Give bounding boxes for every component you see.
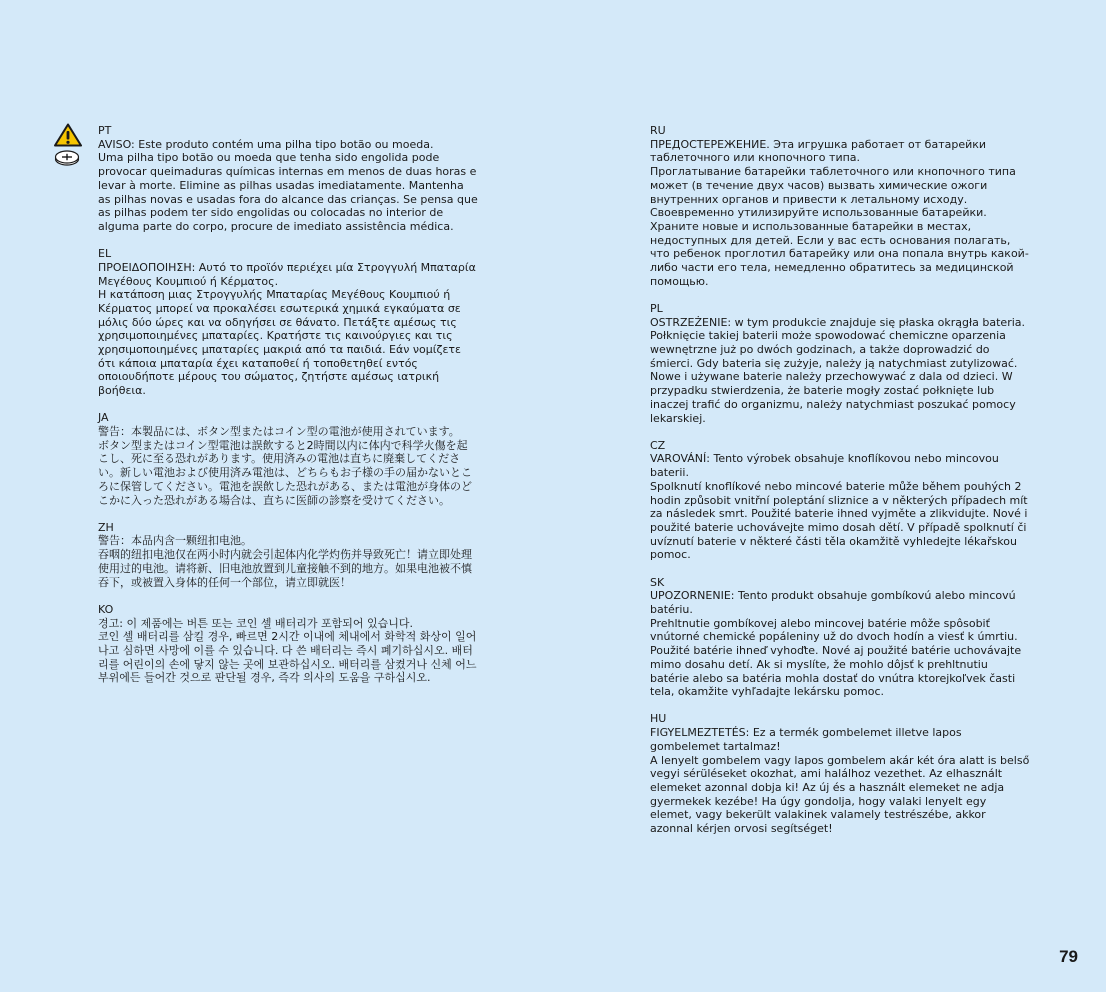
warning-headline: ПРЕДОСТЕРЕЖЕНИЕ. Эта игрушка работает от батарейки таблеточного или кнопочного типа. [650, 137, 987, 165]
language-code: JA [98, 411, 109, 425]
warning-section-cz [650, 439, 1030, 562]
warning-section-pl [650, 302, 1030, 425]
warning-body: Uma pilha tipo botão ou moeda que tenha sido engolida pode provocar queimaduras químicas internas em menos de duas horas e levar à morte. Elimine as pilhas usadas imediatamente. Mantenha as pilhas novas e usadas fora do alcance das crianças. Se pensa que as pilhas podem ter sido engolidas ou colocadas no interior de alguma parte do corpo, procure de imediato assistência médica. [98, 151, 478, 233]
coin-battery-icon [54, 150, 80, 166]
warning-triangle-icon [54, 123, 82, 147]
warning-body: A lenyelt gombelem vagy lapos gombelem akár két óra alatt is belső vegyi sérüléseket okozhat, ami halálhoz vezethet. Az elhasznált elemeket azonnal dobja ki! Az új és a használt elemeket ne adja gyermekek kezébe! Ha úgy gondolja, hogy valaki lenyelt egy elemet, vagy bekerült valakinek valamely testrészébe, akkor azonnal kérjen orvosi segítséget! [650, 753, 1030, 836]
warning-section-pt [98, 124, 478, 234]
language-code: RU [650, 124, 666, 137]
left-column [98, 124, 478, 699]
warning-headline: 경고: 이 제품에는 버튼 또는 코인 셀 배터리가 포함되어 있습니다. [98, 616, 413, 630]
page-number: 79 [1059, 947, 1078, 966]
language-code: PT [98, 124, 112, 137]
warning-body: Η κατάποση μιας Στρογγυλής Μπαταρίας Μεγέθους Κουμπιού ή Κέρματος μπορεί να προκαλέσει εσωτερικά χημικά εγκαύματα σε μόλις δύο ώρες και να οδηγήσει σε θάνατο. Πετάξτε αμέσως τις χρησιμοποιημένες μπαταρίες. Κρατήστε τις καινούργιες και τις χρησιμοποιημένες μπαταρίες μακριά από τα παιδιά. Εάν νομίζετε ότι κάποια μπαταρία έχει καταποθεί ή τοποθετηθεί εντός οποιουδήποτε μέρους του σώματος, ζητήστε αμέσως ιατρική βοήθεια. [98, 288, 461, 398]
warning-headline: FIGYELMEZTETÉS: Ez a termék gombelemet illetve lapos gombelemet tartalmaz! [650, 726, 962, 753]
warning-section-ja [98, 411, 478, 507]
warning-section-zh [98, 521, 478, 590]
warning-body: ボタン型またはコイン型電池は誤飲すると2時間以内に体内で科学火傷を起こし、死に至る恐れがあります。使用済みの電池は直ちに廃棄してください。新しい電池および使用済み電池は、どちらもお子様の手の届かないところに保管してください。電池を誤飲した恐れがある、または電池が身体のどこかに入った恐れがある場合は、直ちに医師の診察を受けてください。 [98, 438, 472, 507]
warning-section-ru [650, 124, 1030, 288]
warning-body: 吞咽的纽扣电池仅在两小时内就会引起体内化学灼伤并导致死亡！请立即处理使用过的电池。请将新、旧电池放置到儿童接触不到的地方。如果电池被不慎吞下，或被置入身体的任何一个部位，请立即就医！ [98, 548, 472, 589]
warning-headline: 警告：本製品には、ボタン型またはコイン型の電池が使用されています。 [98, 425, 460, 439]
language-code: SK [650, 575, 665, 589]
language-code: HU [650, 712, 667, 726]
warning-body: Połknięcie takiej baterii może spowodować chemiczne oparzenia wewnętrzne już po dwóch godzinach, a także doprowadzić do śmierci. Gdy bateria się zużyje, należy ją natychmiast zutylizować. Nowe i używane baterie należy przechowywać z dala od dzieci. W przypadku stwierdzenia, że baterie mogły zostać połknięte lub inaczej trafić do organizmu, należy natychmiast poszukać pomocy lekarskiej. [650, 329, 1018, 425]
warning-body: Prehltnutie gombíkovej alebo mincovej batérie môže spôsobiť vnútorné chemické popáleniny už do dvoch hodín a viesť k úmrtiu. Použité batérie ihneď vyhoďte. Nové aj použité batérie uchovávajte mimo dosahu detí. Ak si myslíte, že mohlo dôjsť k prehltnutiu batérie alebo sa batéria mohla dostať do vnútra ktorejkoľvek časti tela, okamžite vyhľadajte lekársku pomoc. [650, 616, 1022, 699]
warning-body: Проглатывание батарейки таблеточного или кнопочного типа может (в течение двух часов) вызвать химические ожоги внутренних органов и привести к летальному исходу. Своевременно утилизируйте использованные батарейки. Храните новые и использованные батарейки в местах, недоступных для детей. Если у вас есть основания полагать, что ребенок проглотил батарейку или она попала внутрь какой-либо части его тела, немедленно обратитесь за медицинской помощью. [650, 165, 1029, 288]
warning-body: Spolknutí knoflíkové nebo mincové baterie může během pouhých 2 hodin způsobit vnitřní poleptání sliznice a v některých případech mít za následek smrt. Použité baterie ihned vyjměte a zlikvidujte. Nové i použité baterie uchovávejte mimo dosah dětí. V případě spolknutí či uvíznutí baterie v některé části těla okamžitě vyhledejte lékařskou pomoc. [650, 479, 1028, 562]
warning-body: 코인 셀 배터리를 삼킬 경우, 빠르면 2시간 이내에 체내에서 화학적 화상이 일어나고 심하면 사망에 이를 수 있습니다. 다 쓴 배터리는 즉시 폐기하십시오. 배터리를 어린이의 손에 닿지 않는 곳에 보관하십시오. 배터리를 삼켰거나 신체 어느 부위에든 들어간 것으로 판단될 경우, 즉각 의사의 도움을 구하십시오. [98, 630, 477, 685]
warning-section-hu [650, 712, 1030, 835]
warning-headline: AVISO: Este produto contém uma pilha tipo botão ou moeda. [98, 137, 434, 151]
language-code: PL [650, 301, 663, 315]
right-column [650, 124, 1030, 849]
warning-headline: UPOZORNENIE: Tento produkt obsahuje gombíkovú alebo mincovú batériu. [650, 589, 1016, 616]
warning-headline: 警告：本品内含一颗纽扣电池。 [98, 534, 252, 548]
language-code: ZH [98, 520, 114, 534]
warning-section-el [98, 247, 478, 398]
language-code: CZ [650, 438, 666, 452]
warning-icons [54, 123, 82, 166]
language-code: KO [98, 602, 114, 616]
warning-headline: ΠΡΟΕΙΔΟΠΟΙΗΣΗ: Αυτό το προϊόν περιέχει μία Στρογγυλή Μπαταρία Μεγέθους Κουμπιού ή Κέρματος. [98, 260, 476, 288]
warning-headline: OSTRZEŻENIE: w tym produkcie znajduje się płaska okrągła bateria. [650, 315, 1026, 329]
language-code: EL [98, 247, 112, 261]
warning-section-sk [650, 576, 1030, 699]
warning-section-ko [98, 603, 478, 685]
warning-headline: VAROVÁNÍ: Tento výrobek obsahuje knoflíkovou nebo mincovou baterii. [650, 452, 999, 480]
